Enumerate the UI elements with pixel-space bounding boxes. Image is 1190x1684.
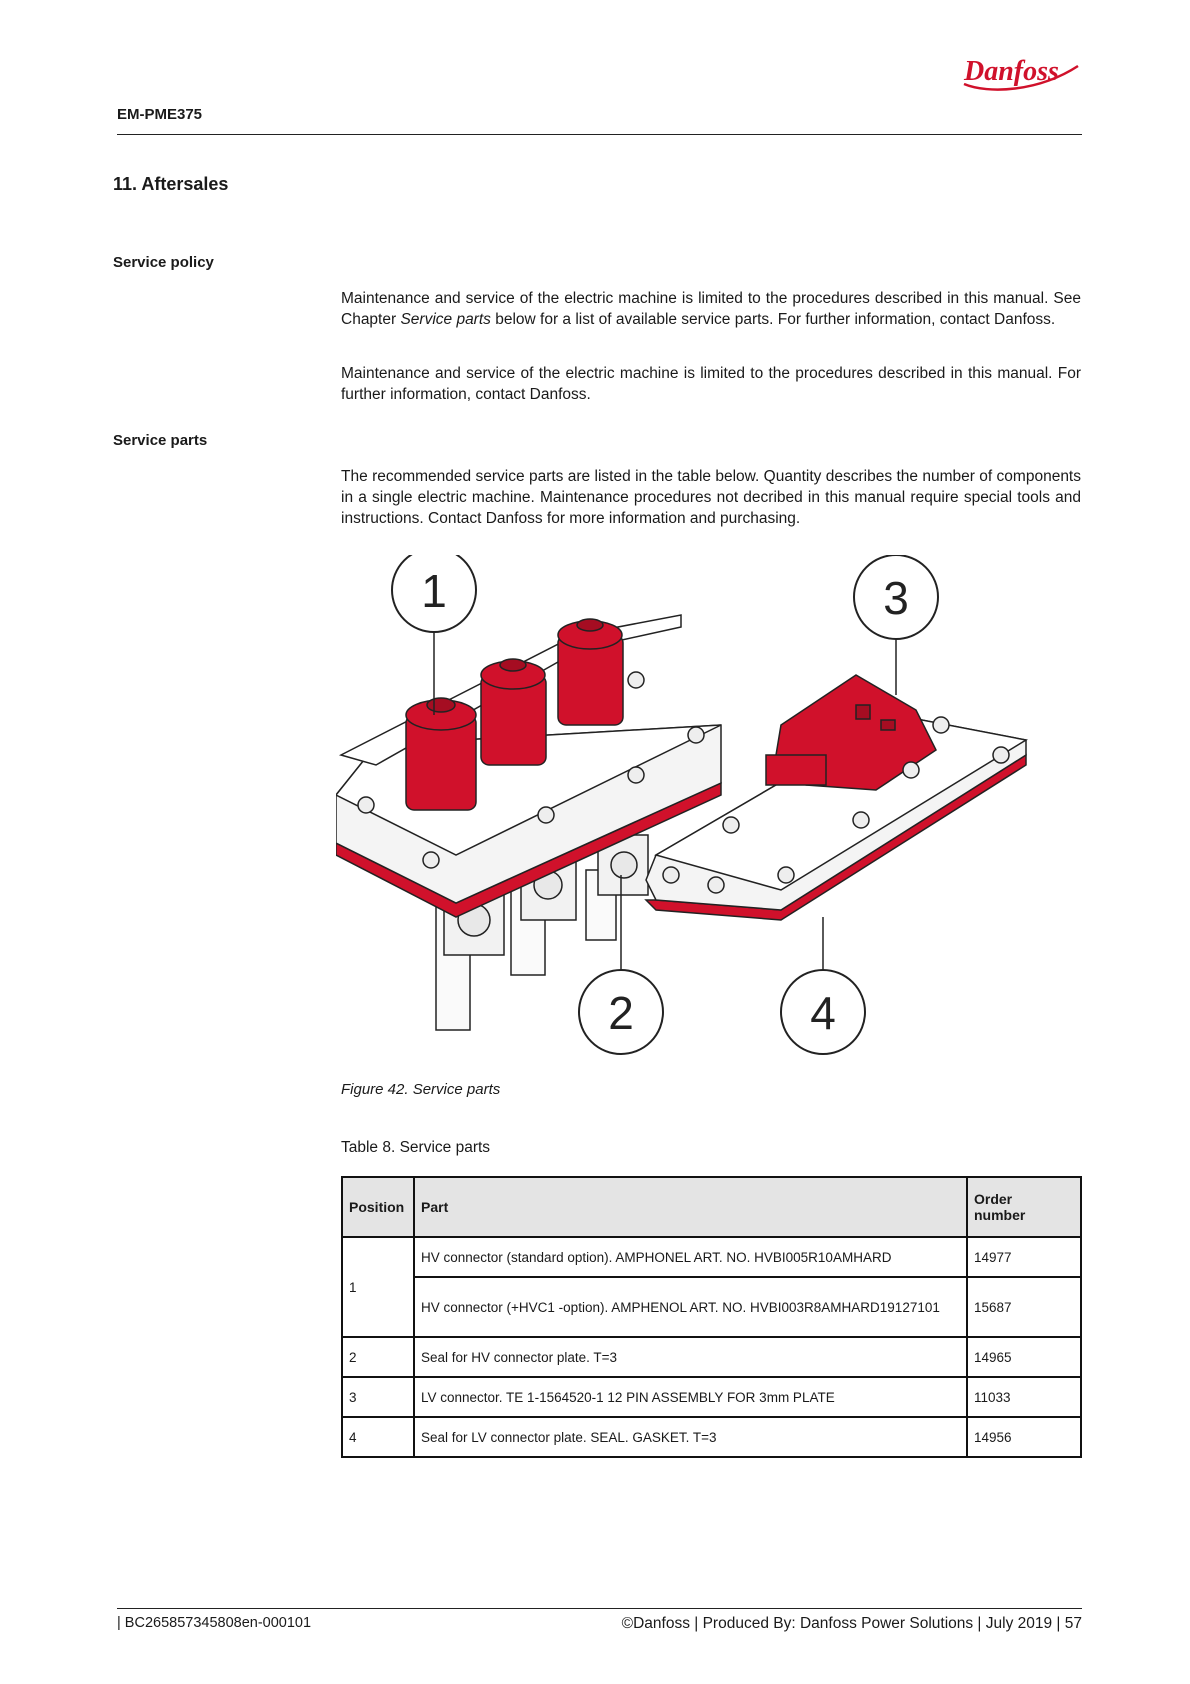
table-row <box>342 1337 1081 1377</box>
header-position: Position <box>342 1177 414 1237</box>
table-row <box>342 1417 1081 1457</box>
document-number: | BC265857345808en-000101 <box>117 1615 312 1631</box>
footer-copyright: ©Danfoss | Produced By: Danfoss Power Solutions | July 2019 | 57 <box>621 1615 1082 1632</box>
danfoss-logo <box>958 48 1082 98</box>
table-row <box>342 1277 1081 1337</box>
section-title: 11. Aftersales <box>113 174 229 194</box>
table-row <box>342 1237 1081 1277</box>
figure-caption: Figure 42. Service parts <box>341 1081 501 1098</box>
service-parts-table <box>341 1176 1082 1458</box>
callout-label-2: 2 <box>608 987 634 1039</box>
cell-order: 15687 <box>967 1277 1081 1337</box>
callout-1 <box>392 555 476 715</box>
callout-label-4: 4 <box>810 987 836 1039</box>
callout-label-1: 1 <box>421 565 447 617</box>
cell-order: 14977 <box>967 1237 1081 1277</box>
header-order-number <box>967 1177 1081 1237</box>
service-parts-paragraph: The recommended service parts are listed in the table below. Quantity describes the number of components in a single electric machine. Maintenance procedures not decribed in this manual require special tools and instructions. Contact Danfoss for more information and purchasing. <box>341 468 1081 527</box>
header-order-line2: number <box>974 1207 1026 1223</box>
document-code: EM-PME375 <box>117 106 203 123</box>
cell-position: 2 <box>342 1337 414 1377</box>
cell-part: HV connector (standard option). AMPHONEL ART. NO. HVBI005R10AMHARD <box>414 1237 967 1277</box>
hv-connector-assembly <box>336 615 721 1030</box>
header-divider <box>117 134 1082 135</box>
service-parts-heading: Service parts <box>113 432 208 449</box>
service-policy-text: Maintenance and service of the electric machine is limited to the procedures described in this manual. See Chapter <box>341 290 1081 328</box>
service-policy-heading: Service policy <box>113 254 214 271</box>
service-parts-illustration <box>336 555 1088 1082</box>
callout-4 <box>781 917 865 1054</box>
header-part: Part <box>414 1177 967 1237</box>
service-policy-paragraph-1 <box>341 288 1081 330</box>
table-header-row <box>342 1177 1081 1237</box>
cell-position: 4 <box>342 1417 414 1457</box>
header-order-line1: Order <box>974 1191 1013 1207</box>
footer-divider <box>117 1608 1082 1609</box>
callout-3 <box>854 555 938 695</box>
table-row <box>342 1377 1081 1417</box>
cell-order: 11033 <box>967 1377 1081 1417</box>
cell-part: HV connector (+HVC1 -option). AMPHENOL ART. NO. HVBI003R8AMHARD19127101 <box>414 1277 967 1337</box>
cell-part: LV connector. TE 1-1564520-1 12 PIN ASSEMBLY FOR 3mm PLATE <box>414 1377 967 1417</box>
cell-position: 1 <box>342 1237 414 1337</box>
callout-label-3: 3 <box>883 572 909 624</box>
cell-part: Seal for HV connector plate. T=3 <box>414 1337 967 1377</box>
cell-part: Seal for LV connector plate. SEAL. GASKET. T=3 <box>414 1417 967 1457</box>
service-policy-text-end: below for a list of available service parts. For further information, contact Danfoss. <box>490 311 1056 328</box>
logo-wordmark: Danfoss <box>964 56 1059 87</box>
service-parts-reference: Service parts <box>400 311 491 328</box>
cell-order: 14956 <box>967 1417 1081 1457</box>
cell-position: 3 <box>342 1377 414 1417</box>
cell-order: 14965 <box>967 1337 1081 1377</box>
table-caption: Table 8. Service parts <box>341 1139 491 1156</box>
service-policy-paragraph-2: Maintenance and service of the electric machine is limited to the procedures described in this manual. For further information, contact Danfoss. <box>341 365 1081 403</box>
